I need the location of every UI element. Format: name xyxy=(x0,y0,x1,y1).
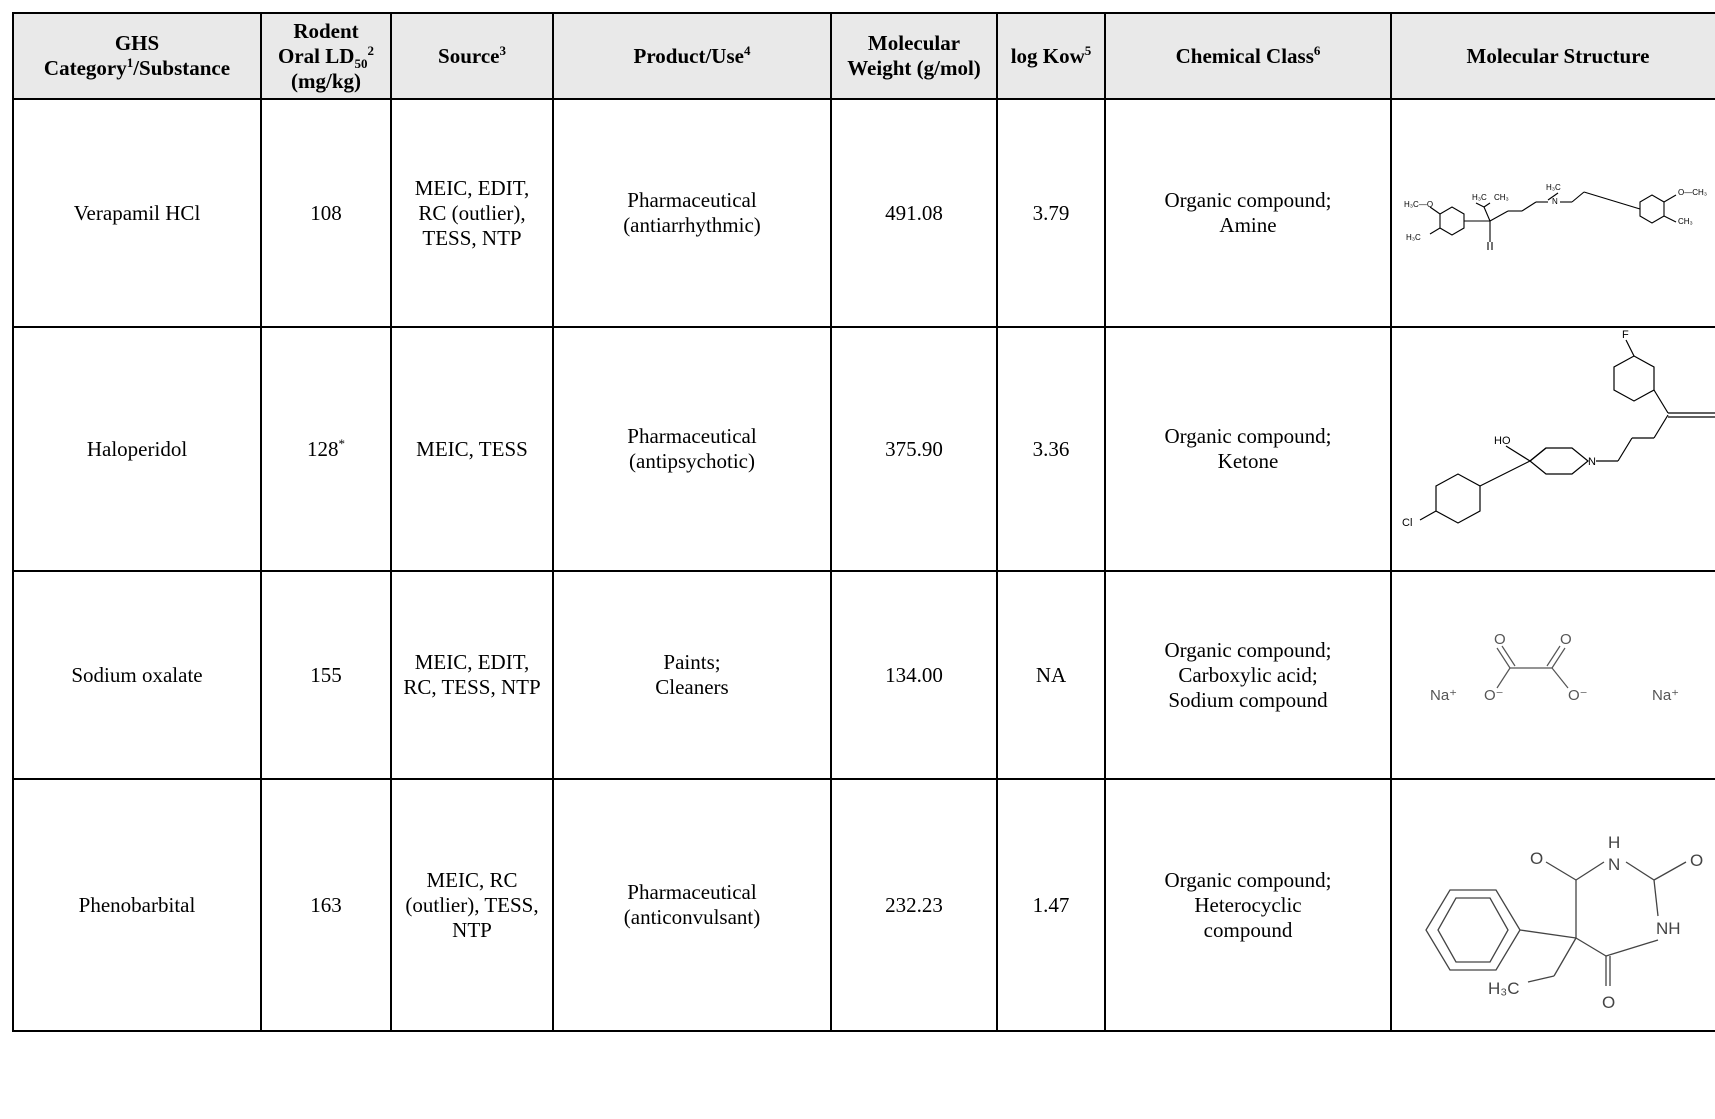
svg-text:H₃C: H₃C xyxy=(1488,979,1520,998)
substance-cell: Verapamil HCl xyxy=(13,99,261,327)
svg-text:H: H xyxy=(1608,833,1621,852)
product-cell: Pharmaceutical (antiarrhythmic) xyxy=(553,99,831,327)
structure-cell xyxy=(1391,779,1715,1031)
header-molecular-structure: Molecular Structure xyxy=(1391,13,1715,99)
molecular-weight-cell: 375.90 xyxy=(831,327,997,571)
svg-text:N: N xyxy=(1608,855,1621,874)
chemical-class-cell: Organic compound; Heterocyclic compound xyxy=(1105,779,1391,1031)
header-log-kow: log Kow$^5$ xyxy=(997,13,1105,99)
sodium-oxalate-structure-image xyxy=(1396,572,1715,778)
log-kow-cell: NA xyxy=(997,571,1105,779)
svg-text:O: O xyxy=(1494,631,1506,648)
svg-text:CH₃: CH₃ xyxy=(1678,217,1693,226)
table-row xyxy=(13,99,1715,327)
svg-text:Cl: Cl xyxy=(1402,517,1413,529)
svg-text:O—CH₃: O—CH₃ xyxy=(1678,188,1708,197)
svg-text:H₃C: H₃C xyxy=(1546,183,1561,192)
structure-cell xyxy=(1391,571,1715,779)
ld50-cell: 128* xyxy=(261,327,391,571)
table-row xyxy=(13,327,1715,571)
table-row xyxy=(13,779,1715,1031)
chemical-class-cell: Organic compound; Ketone xyxy=(1105,327,1391,571)
svg-text:O: O xyxy=(1690,851,1704,870)
source-cell: MEIC, RC (outlier), TESS, NTP xyxy=(391,779,553,1031)
svg-text:O: O xyxy=(1602,993,1616,1012)
header-product-use: Product/Use$^4$ xyxy=(553,13,831,99)
svg-text:H₃C—O: H₃C—O xyxy=(1404,200,1434,209)
header-substance: GHS Category$^1$/Substance xyxy=(13,13,261,99)
svg-text:O: O xyxy=(1560,631,1572,648)
substance-cell: Phenobarbital xyxy=(13,779,261,1031)
table-row xyxy=(13,571,1715,779)
svg-text:N: N xyxy=(1552,197,1558,206)
svg-text:N: N xyxy=(1588,456,1596,468)
header-row xyxy=(13,13,1715,99)
svg-text:NH: NH xyxy=(1656,919,1681,938)
svg-text:O: O xyxy=(1530,849,1544,868)
svg-text:H₃C: H₃C xyxy=(1406,233,1421,242)
svg-text:O⁻: O⁻ xyxy=(1484,687,1504,704)
toxicity-table xyxy=(12,12,1715,1032)
source-cell: MEIC, EDIT, RC, TESS, NTP xyxy=(391,571,553,779)
svg-text:F: F xyxy=(1622,329,1629,341)
svg-text:HO: HO xyxy=(1494,435,1511,447)
ld50-cell: 155 xyxy=(261,571,391,779)
haloperidol-structure-image xyxy=(1396,328,1715,570)
header-ld50: Rodent Oral $LD_{50}^2$ (mg/kg) xyxy=(261,13,391,99)
product-cell: Paints; Cleaners xyxy=(553,571,831,779)
chemical-class-cell: Organic compound; Amine xyxy=(1105,99,1391,327)
source-cell: MEIC, EDIT, RC (outlier), TESS, NTP xyxy=(391,99,553,327)
molecular-weight-cell: 134.00 xyxy=(831,571,997,779)
substance-cell: Sodium oxalate xyxy=(13,571,261,779)
header-molecular-weight: Molecular Weight (g/mol) xyxy=(831,13,997,99)
product-cell: Pharmaceutical (anticonvulsant) xyxy=(553,779,831,1031)
molecular-weight-cell: 491.08 xyxy=(831,99,997,327)
ld50-cell: 163 xyxy=(261,779,391,1031)
log-kow-cell: 3.79 xyxy=(997,99,1105,327)
chemical-class-cell: Organic compound; Carboxylic acid; Sodium compound xyxy=(1105,571,1391,779)
product-cell: Pharmaceutical (antipsychotic) xyxy=(553,327,831,571)
substance-cell: Haloperidol xyxy=(13,327,261,571)
svg-text:CH₃: CH₃ xyxy=(1494,193,1509,202)
structure-cell xyxy=(1391,99,1715,327)
log-kow-cell: 1.47 xyxy=(997,779,1105,1031)
svg-text:O⁻: O⁻ xyxy=(1568,687,1588,704)
svg-text:Na⁺: Na⁺ xyxy=(1652,687,1680,704)
ld50-cell: 108 xyxy=(261,99,391,327)
svg-text:Na⁺: Na⁺ xyxy=(1430,687,1458,704)
source-cell: MEIC, TESS xyxy=(391,327,553,571)
structure-cell xyxy=(1391,327,1715,571)
phenobarbital-structure-image xyxy=(1396,780,1715,1030)
header-chemical-class: Chemical Class$^6$ xyxy=(1105,13,1391,99)
log-kow-cell: 3.36 xyxy=(997,327,1105,571)
svg-text:H₃C: H₃C xyxy=(1472,193,1487,202)
molecular-weight-cell: 232.23 xyxy=(831,779,997,1031)
verapamil-structure-image xyxy=(1396,100,1715,326)
header-source: Source$^3$ xyxy=(391,13,553,99)
